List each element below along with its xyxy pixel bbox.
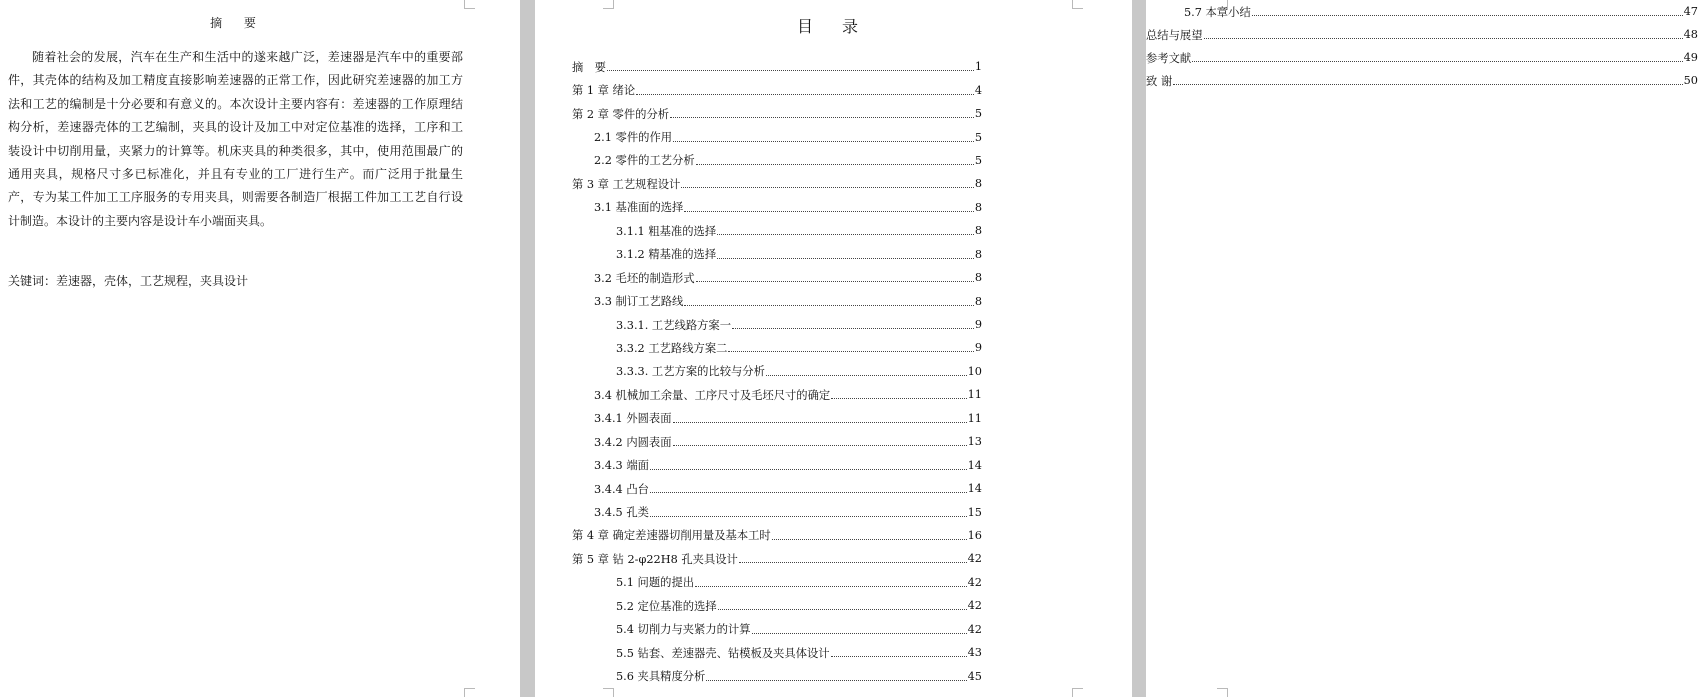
toc-entry-page: 50 [1683, 74, 1698, 87]
crop-mark [464, 688, 475, 697]
toc-leader-dots [1204, 38, 1683, 39]
toc-entry-page: 5 [974, 107, 982, 121]
toc-leader-dots [650, 469, 967, 470]
toc-entry[interactable] [535, 125, 1132, 148]
toc-entry[interactable] [535, 430, 1132, 453]
toc-leader-dots [732, 328, 974, 329]
toc-entry-title: 5.2 定位基准的选择 [616, 599, 717, 613]
page-gap-right [1132, 0, 1146, 697]
toc-entry-title: 3.4.1 外圆表面 [594, 412, 672, 426]
toc-entry-page: 9 [974, 341, 982, 355]
toc-entry[interactable] [535, 78, 1132, 101]
toc-entry[interactable] [535, 313, 1132, 336]
toc-entry[interactable] [1146, 23, 1698, 46]
toc-entry[interactable] [535, 571, 1132, 594]
toc-leader-dots [718, 609, 967, 610]
crop-mark [603, 0, 614, 9]
toc-entry-title: 2.1 零件的作用 [594, 131, 673, 145]
toc-entry[interactable] [535, 383, 1132, 406]
toc-entry-page: 5 [974, 130, 982, 144]
toc-leader-dots [766, 375, 967, 376]
crop-mark [1072, 688, 1083, 697]
toc-entry-page: 8 [974, 177, 982, 191]
toc-entry-page: 1 [974, 60, 982, 74]
toc-entry-title: 致 谢 [1146, 74, 1173, 88]
toc-entry[interactable] [535, 289, 1132, 312]
toc-entry-page: 8 [974, 200, 982, 214]
toc-entry-title: 5.7 本章小结 [1184, 5, 1251, 19]
toc-entry-title: 第 1 章 绪论 [572, 84, 636, 98]
toc-entry-title: 3.3 制订工艺路线 [594, 295, 684, 309]
toc-entry-title: 3.4.3 端面 [594, 459, 649, 473]
toc-entry-page: 42 [967, 575, 982, 589]
toc-entry-title: 3.2 毛坯的制造形式 [594, 271, 695, 285]
toc-leader-dots [673, 141, 974, 142]
toc-leader-dots [1192, 61, 1682, 62]
toc-leader-dots [706, 680, 966, 681]
toc-leader-dots [684, 305, 973, 306]
toc-entry-page: 14 [967, 482, 982, 496]
toc-entry-title: 2.2 零件的工艺分析 [594, 154, 695, 168]
toc-leader-dots [717, 234, 974, 235]
toc-entry-page: 11 [967, 388, 982, 402]
toc-entry[interactable] [535, 664, 1132, 687]
toc-leader-dots [831, 398, 966, 399]
toc-leader-dots [717, 258, 974, 259]
toc-entry[interactable] [1146, 0, 1698, 23]
contents-page [535, 0, 1132, 697]
toc-entry-title: 3.4.2 内圆表面 [594, 435, 672, 449]
toc-entry-page: 9 [974, 318, 982, 332]
toc-entry[interactable] [535, 641, 1132, 664]
toc-entry[interactable] [535, 500, 1132, 523]
toc-entry-title: 3.4.5 孔类 [594, 506, 649, 520]
toc-entry[interactable] [535, 102, 1132, 125]
abstract-keywords: 关键词：差速器，壳体，工艺规程，夹具设计 [8, 274, 249, 288]
toc-entry-page: 14 [967, 458, 982, 472]
abstract-body: 随着社会的发展，汽车在生产和生活中的遂来越广泛，差速器是汽车中的重要部件，其壳体的结构及加工精度直接影响差速器的正常工作，因此研究差速器的加工方法和工艺的编制是十分必要和有意义的。本次设计主要内容有：差速器的工作原理结构分析，差速器壳体的工艺编制，夹具的设计及加工中对定位基准的选择，工序和工装设计中切削用量，夹紧力的计算等。机床夹具的种类很多，其中，使用范围最广的通用夹具，规格尺寸多已标准化，并且有专业的工厂进行生产。而广泛用于批量生产，专为某工件加工工序服务的专用夹具，则需要各制造厂根据工件加工工艺自行设计制造。本设计的主要内容是设计车小端面夹具。 [8, 50, 463, 228]
toc-leader-dots [739, 562, 967, 563]
toc-entry-page: 8 [974, 247, 982, 261]
toc-leader-dots [650, 516, 967, 517]
toc-leader-dots [772, 539, 967, 540]
contents-continued-list [1146, 0, 1698, 92]
abstract-title: 摘 要 [210, 16, 265, 30]
toc-entry[interactable] [535, 477, 1132, 500]
toc-entry-page: 43 [967, 646, 982, 660]
toc-entry-page: 16 [967, 528, 982, 542]
toc-entry-title: 第 3 章 工艺规程设计 [572, 177, 681, 191]
toc-entry[interactable] [535, 524, 1132, 547]
toc-entry-page: 5 [974, 153, 982, 167]
toc-leader-dots [673, 445, 967, 446]
toc-entry-page: 15 [967, 505, 982, 519]
toc-entry-page: 45 [967, 669, 982, 683]
toc-entry-page: 13 [967, 435, 982, 449]
toc-leader-dots [607, 70, 974, 71]
toc-entry-title: 3.1 基准面的选择 [594, 201, 684, 215]
toc-entry-title: 3.3.3. 工艺方案的比较与分析 [616, 365, 765, 379]
toc-entry-title: 第 4 章 确定差速器切削用量及基本工时 [572, 529, 771, 543]
toc-entry-page: 49 [1683, 51, 1698, 64]
toc-entry-page: 47 [1683, 5, 1698, 18]
toc-entry-page: 42 [967, 622, 982, 636]
crop-mark [464, 0, 475, 9]
toc-entry[interactable] [535, 55, 1132, 78]
toc-leader-dots [673, 422, 967, 423]
toc-entry-title: 摘 要 [572, 60, 606, 74]
toc-entry-title: 5.5 钻套、差速器壳、钻模板及夹具体设计 [616, 646, 830, 660]
toc-leader-dots [728, 351, 973, 352]
toc-entry-page: 4 [974, 83, 982, 97]
toc-entry-title: 5.6 夹具精度分析 [616, 670, 706, 684]
toc-entry-page: 8 [974, 271, 982, 285]
toc-entry-page: 10 [967, 364, 982, 378]
toc-entry[interactable] [535, 266, 1132, 289]
toc-entry-title: 第 2 章 零件的分析 [572, 107, 670, 121]
toc-leader-dots [636, 94, 974, 95]
toc-entry-title: 3.1.1 粗基准的选择 [616, 224, 717, 238]
toc-leader-dots [670, 117, 974, 118]
toc-entry-title: 参考文献 [1146, 51, 1192, 65]
toc-leader-dots [681, 187, 973, 188]
toc-leader-dots [752, 633, 967, 634]
toc-entry[interactable] [535, 196, 1132, 219]
toc-entry[interactable] [535, 594, 1132, 617]
toc-entry[interactable] [535, 172, 1132, 195]
toc-entry-title: 3.4 机械加工余量、工序尺寸及毛坯尺寸的确定 [594, 388, 831, 402]
toc-leader-dots [695, 586, 967, 587]
toc-entry-page: 42 [967, 599, 982, 613]
toc-entry[interactable] [535, 453, 1132, 476]
contents-continued-page [1146, 0, 1698, 697]
toc-entry[interactable] [1146, 46, 1698, 69]
toc-entry-page: 11 [967, 411, 982, 425]
toc-entry-title: 第 5 章 钻 2-φ22H8 孔夹具设计 [572, 552, 738, 566]
toc-entry-page: 8 [974, 294, 982, 308]
toc-entry-title: 3.3.1. 工艺线路方案一 [616, 318, 732, 332]
toc-leader-dots [684, 211, 973, 212]
toc-leader-dots [831, 656, 967, 657]
toc-entry-title: 3.4.4 凸台 [594, 482, 649, 496]
toc-entry-title: 5.4 切削力与夹紧力的计算 [616, 623, 751, 637]
toc-entry-page: 8 [974, 224, 982, 238]
contents-list [535, 55, 1132, 688]
toc-entry-title: 3.1.2 精基准的选择 [616, 248, 717, 262]
toc-leader-dots [696, 281, 974, 282]
toc-leader-dots [696, 164, 974, 165]
toc-entry-page: 48 [1683, 28, 1698, 41]
toc-entry[interactable] [535, 407, 1132, 430]
toc-leader-dots [1173, 84, 1682, 85]
toc-leader-dots [650, 492, 967, 493]
toc-entry[interactable] [535, 547, 1132, 570]
toc-entry-title: 3.3.2 工艺路线方案二 [616, 341, 728, 355]
toc-entry-title: 5.1 问题的提出 [616, 576, 695, 590]
contents-title: 目 录 [796, 17, 871, 36]
toc-leader-dots [1252, 15, 1683, 16]
toc-entry[interactable] [1146, 69, 1698, 92]
toc-entry[interactable] [535, 360, 1132, 383]
page-gap-left [520, 0, 535, 697]
crop-mark [603, 688, 614, 697]
crop-mark [1217, 688, 1228, 697]
toc-entry-page: 42 [967, 552, 982, 566]
toc-entry[interactable] [535, 336, 1132, 359]
toc-entry[interactable] [535, 149, 1132, 172]
toc-entry[interactable] [535, 618, 1132, 641]
toc-entry-title: 总结与展望 [1146, 28, 1203, 42]
crop-mark [1072, 0, 1083, 9]
toc-entry[interactable] [535, 219, 1132, 242]
toc-entry[interactable] [535, 243, 1132, 266]
abstract-page [0, 0, 520, 697]
